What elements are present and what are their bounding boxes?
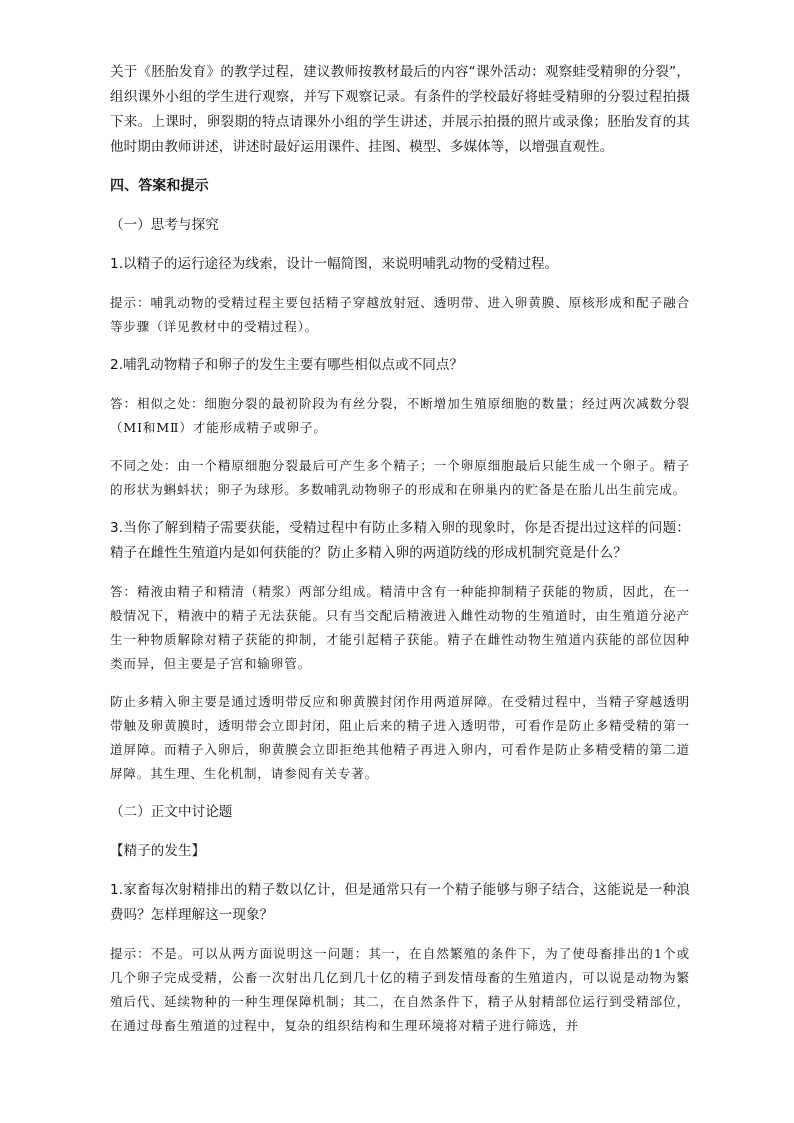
- intro-paragraph: 关于《胚胎发育》的教学过程，建议教师按教材最后的内容“课外活动：观察蛙受精卵的分裂”，组织课外小组的学生进行观察，并写下观察记录。有条件的学校最好将蛙受精卵的分裂过程拍摄下来。上课时，卵裂期的特点请课外小组的学生讲述，并展示拍摄的照片或录像；胚胎发育的其他时期由教师讲述，讲述时最好运用课件、挂图、模型、多媒体等，以增强直观性。: [110, 64, 690, 155]
- answer-2-part-1: 答：相似之处：细胞分裂的最初阶段为有丝分裂，不断增加生殖原细胞的数量；经过两次减数分裂（MⅠ和MⅡ）才能形成精子或卵子。: [110, 396, 690, 435]
- question-4: 1.家畜每次射精排出的精子数以亿计，但是通常只有一个精子能够与卵子结合，这能说是一种浪费吗？怎样理解这一现象？: [110, 882, 690, 923]
- answer-3-part-1: 答：精液由精子和精清（精浆）两部分组成。精清中含有一种能抑制精子获能的物质，因此，在一般情况下，精液中的精子无法获能。只有当交配后精液进入雌性动物的生殖道时，由生殖道分泌产生一种物质解除对精子获能的抑制，才能引起精子获能。精子在雌性动物生殖道内获能的部位因种类而异，但主要是子宫和输卵管。: [110, 584, 690, 671]
- subsection-heading: （一）思考与探究: [110, 217, 219, 233]
- subsection-heading-2: （二）正文中讨论题: [110, 804, 233, 820]
- question-2: 2.哺乳动物精子和卵子的发生主要有哪些相似点或不同点？: [110, 357, 464, 373]
- question-3: 3.当你了解到精子需要获能，受精过程中有防止多精入卵的现象时，你是否提出过这样的问题：精子在雌性生殖道内是如何获能的？防止多精入卵的两道防线的形成机制究竟是什么？: [110, 520, 690, 561]
- question-1: 1.以精子的运行途径为线索，设计一幅简图，来说明哺乳动物的受精过程。: [110, 256, 559, 272]
- answer-1: 提示：哺乳动物的受精过程主要包括精子穿越放射冠、透明带、进入卵黄膜、原核形成和配子融合等步骤（详见教材中的受精过程）。: [110, 295, 690, 334]
- section-heading: 四、答案和提示: [110, 178, 209, 194]
- document-page: [110, 60, 690, 1038]
- answer-3-part-2: 防止多精入卵主要是通过透明带反应和卵黄膜封闭作用两道屏障。在受精过程中，当精子穿越透明带触及卵黄膜时，透明带会立即封闭，阻止后来的精子进入透明带，可看作是防止多精受精的第一道屏障。而精子入卵后，卵黄膜会立即拒绝其他精子再进入卵内，可看作是防止多精受精的第二道屏障。其生理、生化机制，请参阅有关专著。: [110, 694, 690, 781]
- answer-4: 提示：不是。可以从两方面说明这一问题：其一，在自然繁殖的条件下，为了使母畜排出的1个或几个卵子完成受精，公畜一次射出几亿到几十亿的精子到发情母畜的生殖道内，可以说是动物为繁殖后代、延续物种的一种生理保障机制；其二，在自然条件下，精子从射精部位运行到受精部位，在通过母畜生殖道的过程中，复杂的组织结构和生理环境将对精子进行筛选，并: [110, 946, 690, 1033]
- answer-2-part-2: 不同之处：由一个精原细胞分裂最后可产生多个精子；一个卵原细胞最后只能生成一个卵子。精子的形状为蝌蚪状；卵子为球形。多数哺乳动物卵子的形成和在卵巢内的贮备是在胎儿出生前完成。: [110, 458, 690, 497]
- topic-heading: 【精子的发生】: [110, 843, 206, 859]
